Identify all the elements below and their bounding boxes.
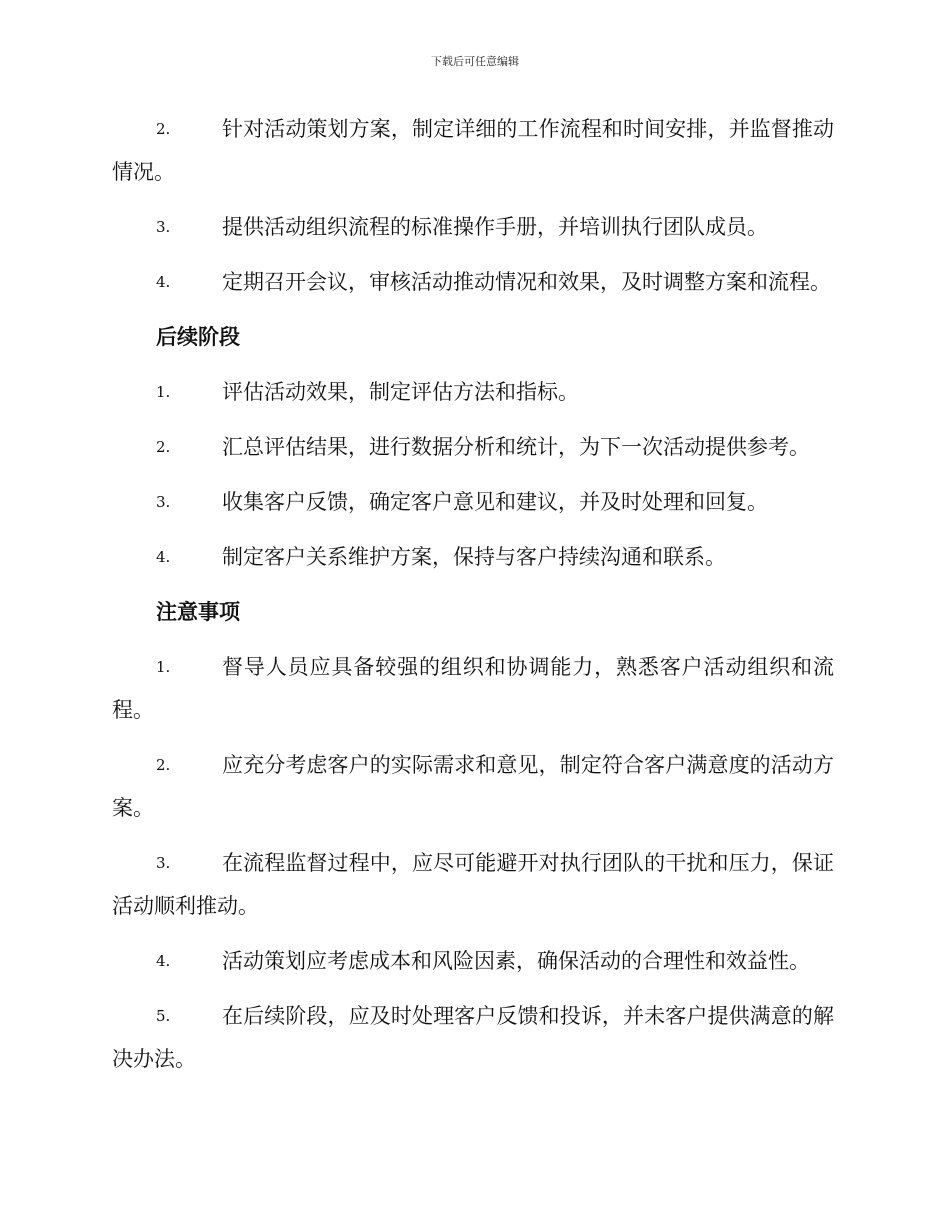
list-item <box>112 426 834 469</box>
list-item-number: 2. <box>156 438 171 456</box>
list-item-text: 收集客户反馈，确定客户意见和建议，并及时处理和回复。 <box>222 490 768 514</box>
list-item-text: 评估活动效果，制定评估方法和指标。 <box>222 380 579 404</box>
list-item <box>112 371 834 414</box>
list-item <box>112 108 834 194</box>
list-item-number: 4. <box>156 952 171 970</box>
section-heading: 后续阶段 <box>156 325 240 349</box>
list-item-text: 督导人员应具备较强的组织和协调能力，熟悉客户活动组织和流程。 <box>112 655 834 722</box>
list-item-number: 3. <box>156 854 171 872</box>
section-follow-up <box>112 316 834 579</box>
list-item-text: 提供活动组织流程的标准操作手册，并培训执行团队成员。 <box>222 215 768 239</box>
list-item <box>112 536 834 579</box>
list-item-text: 活动策划应考虑成本和风险因素，确保活动的合理性和效益性。 <box>222 949 810 973</box>
list-item <box>112 261 834 304</box>
list-item-text: 制定客户关系维护方案，保持与客户持续沟通和联系。 <box>222 545 726 569</box>
page-header: 下载后可任意编辑 <box>431 55 519 68</box>
list-item <box>112 842 834 928</box>
list-item-number: 3. <box>156 493 171 511</box>
list-item-number: 4. <box>156 548 171 566</box>
list-item-number: 3. <box>156 218 171 236</box>
list-item-number: 2. <box>156 120 171 138</box>
list-item <box>112 206 834 249</box>
list-item <box>112 481 834 524</box>
list-item-text: 针对活动策划方案，制定详细的工作流程和时间安排，并监督推动情况。 <box>112 117 834 184</box>
list-item-text: 汇总评估结果，进行数据分析和统计，为下一次活动提供参考。 <box>222 435 810 459</box>
list-item-text: 定期召开会议，审核活动推动情况和效果，及时调整方案和流程。 <box>222 270 831 294</box>
list-item-number: 2. <box>156 756 171 774</box>
list-item-text: 在流程监督过程中，应尽可能避开对执行团队的干扰和压力，保证活动顺利推动。 <box>112 851 834 918</box>
section-heading: 注意事项 <box>156 600 240 624</box>
document-body <box>112 108 834 1093</box>
list-item-text: 应充分考虑客户的实际需求和意见，制定符合客户满意度的活动方案。 <box>112 753 834 820</box>
list-item <box>112 646 834 732</box>
list-item <box>112 744 834 830</box>
list-item <box>112 940 834 983</box>
list-item-number: 5. <box>156 1007 171 1025</box>
list-item-number: 1. <box>156 658 171 676</box>
section-notes <box>112 591 834 1081</box>
section-continuation <box>112 108 834 304</box>
list-item-number: 1. <box>156 383 171 401</box>
list-item <box>112 995 834 1081</box>
list-item-number: 4. <box>156 273 171 291</box>
list-item-text: 在后续阶段，应及时处理客户反馈和投诉，并未客户提供满意的解决办法。 <box>112 1004 834 1071</box>
